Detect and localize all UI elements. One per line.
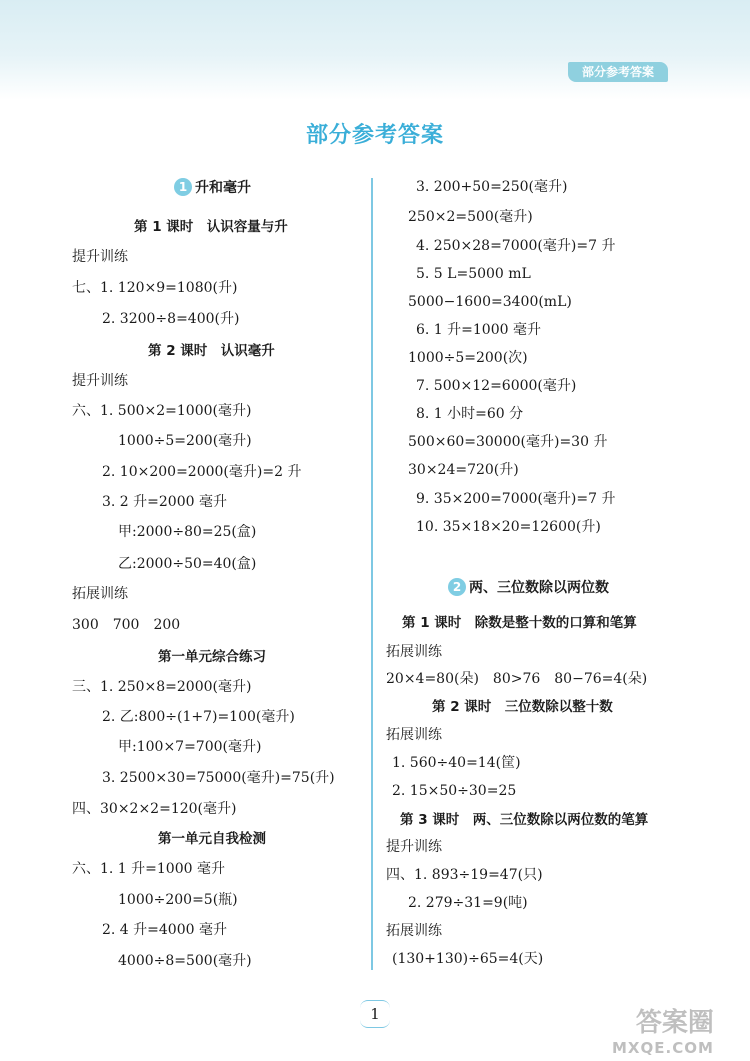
answer-line: 30×24=720(升) (408, 462, 519, 478)
unit-number-badge: 2 (448, 578, 466, 596)
answer-line: 四、30×2×2=120(毫升) (72, 801, 237, 817)
section-label: 拓展训练 (386, 644, 442, 660)
column-divider (371, 178, 373, 970)
page-number: 1 (360, 1000, 390, 1028)
section-label: 拓展训练 (386, 727, 442, 743)
answer-line: 四、1. 893÷19=47(只) (386, 867, 543, 883)
answer-line: 1000÷5=200(毫升) (118, 433, 252, 449)
unit-title: 升和毫升 (195, 180, 251, 196)
answer-line: 500×60=30000(毫升)=30 升 (408, 434, 608, 450)
page-title: 部分参考答案 (305, 123, 444, 148)
answer-line: 六、1. 500×2=1000(毫升) (72, 403, 252, 419)
answer-line: 5000−1600=3400(mL) (408, 294, 572, 310)
answer-line: 10. 35×18×20=12600(升) (416, 519, 601, 535)
section-label: 提升训练 (72, 249, 128, 265)
answer-line: 甲:100×7=700(毫升) (118, 739, 262, 755)
lesson-title: 第 2 课时 三位数除以整十数 (432, 699, 613, 715)
lesson-title: 第 3 课时 两、三位数除以两位数的笔算 (400, 812, 649, 828)
answer-line: 甲:2000÷80=25(盒) (118, 524, 257, 540)
header-tag: 部分参考答案 (568, 62, 668, 82)
lesson-title: 第 1 课时 认识容量与升 (134, 219, 288, 235)
answer-line: 7. 500×12=6000(毫升) (416, 378, 577, 394)
section-label: 拓展训练 (72, 586, 128, 602)
answer-line: 2. 3200÷8=400(升) (102, 311, 240, 327)
unit-number-badge: 1 (174, 178, 192, 196)
answer-line: 1. 560÷40=14(筐) (392, 755, 521, 771)
section-heading: 第一单元自我检测 (158, 831, 266, 847)
answer-line: 七、1. 120×9=1080(升) (72, 280, 238, 296)
lesson-title: 第 2 课时 认识毫升 (148, 343, 275, 359)
section-label: 拓展训练 (386, 923, 442, 939)
answer-line: 300 700 200 (72, 617, 181, 633)
answer-line: 20×4=80(朵) 80>76 80−76=4(朵) (386, 671, 648, 687)
unit-1-heading (174, 178, 251, 198)
answer-line: 250×2=500(毫升) (408, 209, 533, 225)
answer-line: 3. 200+50=250(毫升) (416, 179, 568, 195)
header-banner (0, 0, 750, 100)
watermark-url: MXQE.COM (612, 1039, 714, 1058)
answer-line: 三、1. 250×8=2000(毫升) (72, 679, 252, 695)
watermark-logo (612, 1008, 714, 1057)
unit-title: 两、三位数除以两位数 (469, 580, 609, 596)
answer-line: 6. 1 升=1000 毫升 (416, 322, 541, 338)
answer-line: 3. 2 升=2000 毫升 (102, 494, 227, 510)
answer-line: 3. 2500×30=75000(毫升)=75(升) (102, 770, 335, 786)
section-heading: 第一单元综合练习 (158, 649, 266, 665)
lesson-title: 第 1 课时 除数是整十数的口算和笔算 (402, 615, 637, 631)
answer-line: 2. 乙:800÷(1+7)=100(毫升) (102, 709, 295, 725)
answer-line: 2. 15×50÷30=25 (392, 783, 517, 799)
watermark-text: 答案圈 (635, 1008, 714, 1038)
section-label: 提升训练 (386, 839, 442, 855)
unit-2-heading (448, 578, 609, 598)
answer-line: 2. 279÷31=9(吨) (408, 895, 528, 911)
answer-line: 六、1. 1 升=1000 毫升 (72, 861, 225, 877)
answer-line: 5. 5 L=5000 mL (416, 266, 531, 282)
answer-line: 4. 250×28=7000(毫升)=7 升 (416, 238, 616, 254)
answer-line: (130+130)÷65=4(天) (392, 951, 544, 967)
answer-line: 1000÷5=200(次) (408, 350, 528, 366)
section-label: 提升训练 (72, 373, 128, 389)
answer-line: 4000÷8=500(毫升) (118, 953, 252, 969)
answer-line: 2. 4 升=4000 毫升 (102, 922, 227, 938)
answer-line: 2. 10×200=2000(毫升)=2 升 (102, 464, 302, 480)
answer-line: 乙:2000÷50=40(盒) (118, 556, 257, 572)
answer-line: 1000÷200=5(瓶) (118, 892, 238, 908)
answer-line: 8. 1 小时=60 分 (416, 406, 524, 422)
answer-line: 9. 35×200=7000(毫升)=7 升 (416, 491, 616, 507)
